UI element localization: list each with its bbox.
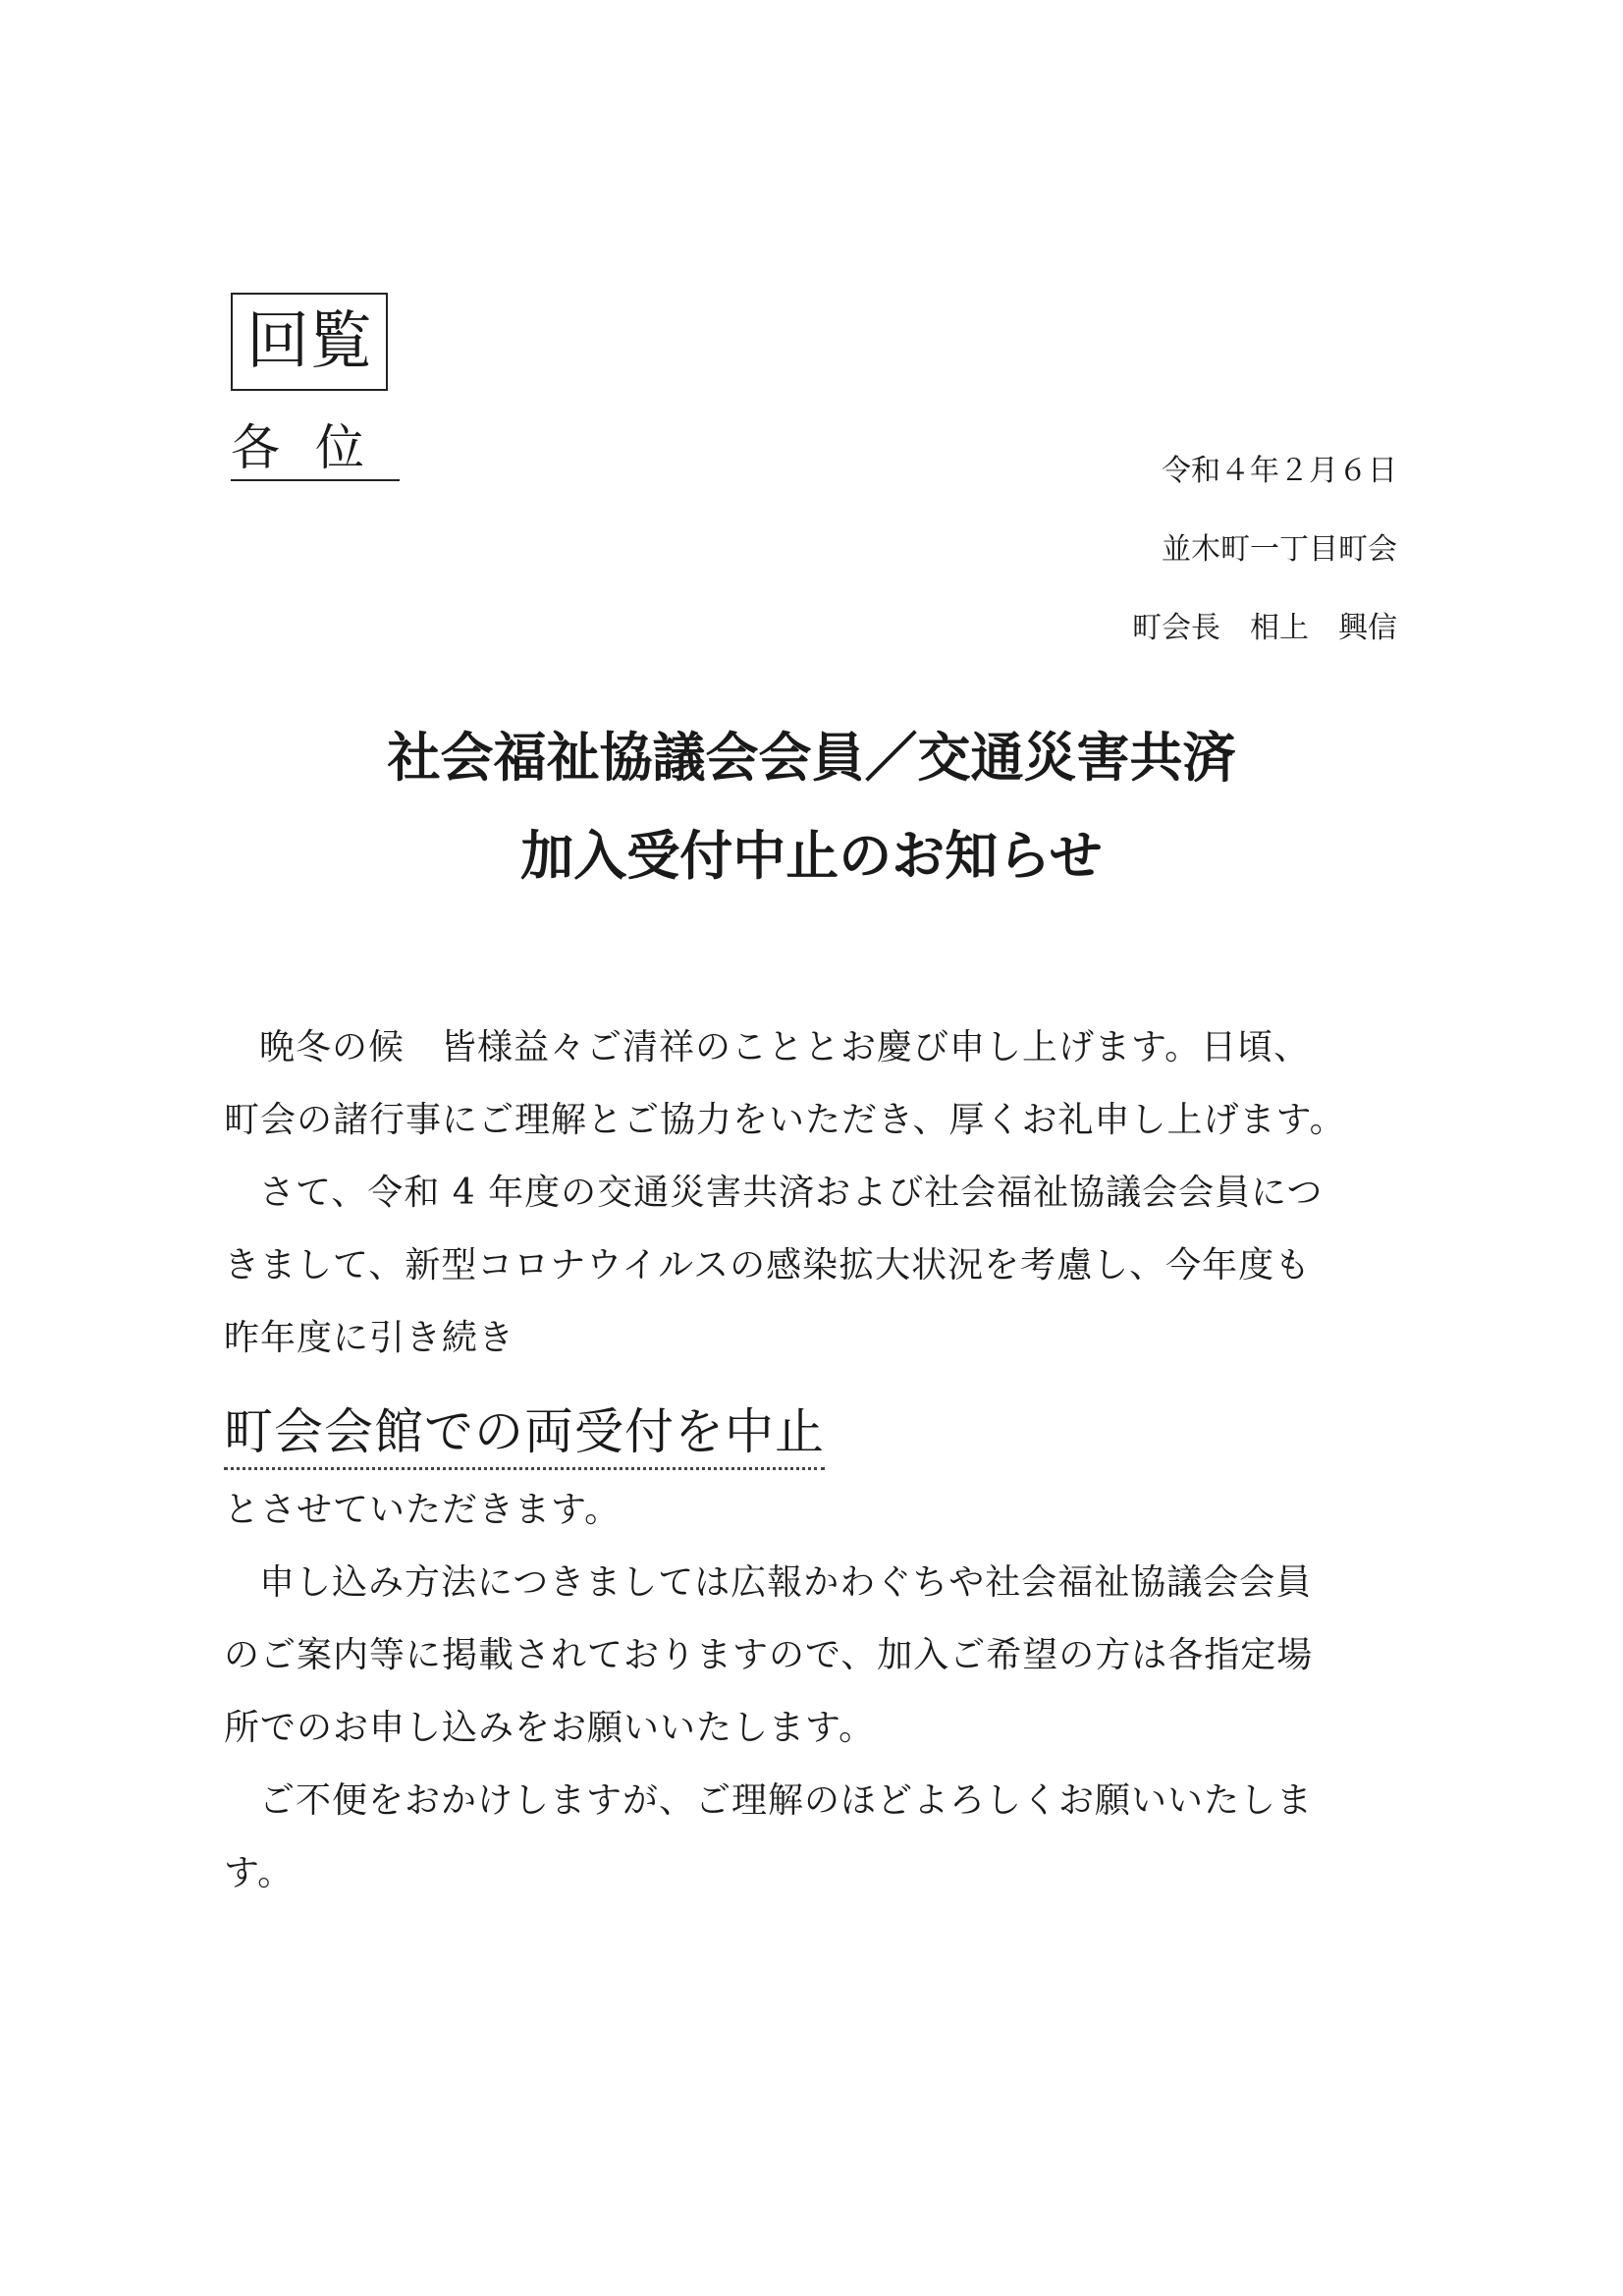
- emphasis-cancellation: 町会会館での両受付を中止: [224, 1402, 825, 1470]
- sender-block: [1132, 432, 1397, 668]
- paragraph-application: [224, 1547, 1402, 1619]
- paragraph-line: 申し込み方法につきましては広報かわぐちや社会福祉協議会会員: [259, 1562, 1313, 1603]
- paragraph-line: ご不便をおかけしますが、ご理解のほどよろしくお願いいたしま: [259, 1780, 1314, 1821]
- paragraph-application-cont: [224, 1619, 1402, 1692]
- paragraph-apology: [224, 1765, 1402, 1837]
- paragraph-apology-cont: [224, 1837, 1402, 1910]
- paragraph-greeting-cont: [224, 1084, 1402, 1157]
- sender-organization: 並木町一丁目町会: [1162, 532, 1397, 567]
- paragraph-line: さて、令和 4 年度の交通災害共済および社会福祉協議会会員につ: [259, 1173, 1324, 1213]
- title-line-2: 加入受付中止のお知らせ: [520, 825, 1103, 887]
- paragraph-announcement: [224, 1157, 1402, 1230]
- paragraph-application-cont: [224, 1692, 1402, 1765]
- addressee: 各位: [231, 418, 400, 481]
- paragraph-line: 町会の諸行事にご理解とご協力をいただき、厚くお礼申し上げます。: [224, 1100, 1346, 1140]
- notice-body: [224, 1011, 1402, 1910]
- paragraph-conclusion: [224, 1474, 1402, 1547]
- paragraph-announcement-cont: [224, 1302, 1402, 1375]
- paragraph-line: きまして、新型コロナウイルスの感染拡大状況を考慮し、今年度も: [224, 1245, 1312, 1285]
- circulation-stamp: 回覧: [231, 293, 388, 391]
- paragraph-line: 昨年度に引き続き: [224, 1318, 515, 1358]
- paragraph-announcement-cont: [224, 1230, 1402, 1302]
- paragraph-line: 所でのお申し込みをお願いいたします。: [224, 1708, 876, 1748]
- paragraph-line: のご案内等に掲載されておりますので、加入ご希望の方は各指定場: [224, 1635, 1314, 1675]
- paragraph-line: 晩冬の候 皆様益々ご清祥のこととお慶び申し上げます。日頃、: [259, 1027, 1311, 1067]
- notice-title: [0, 709, 1623, 905]
- paragraph-line: とさせていただきます。: [224, 1490, 622, 1530]
- notice-date: 令和４年２月６日: [1162, 454, 1397, 488]
- paragraph-greeting: [224, 1011, 1402, 1084]
- sender-representative: 町会長 相上 興信: [1132, 611, 1397, 645]
- paragraph-line: す。: [224, 1853, 295, 1893]
- title-line-1: 社会福祉協議会会員／交通災害共済: [387, 727, 1236, 789]
